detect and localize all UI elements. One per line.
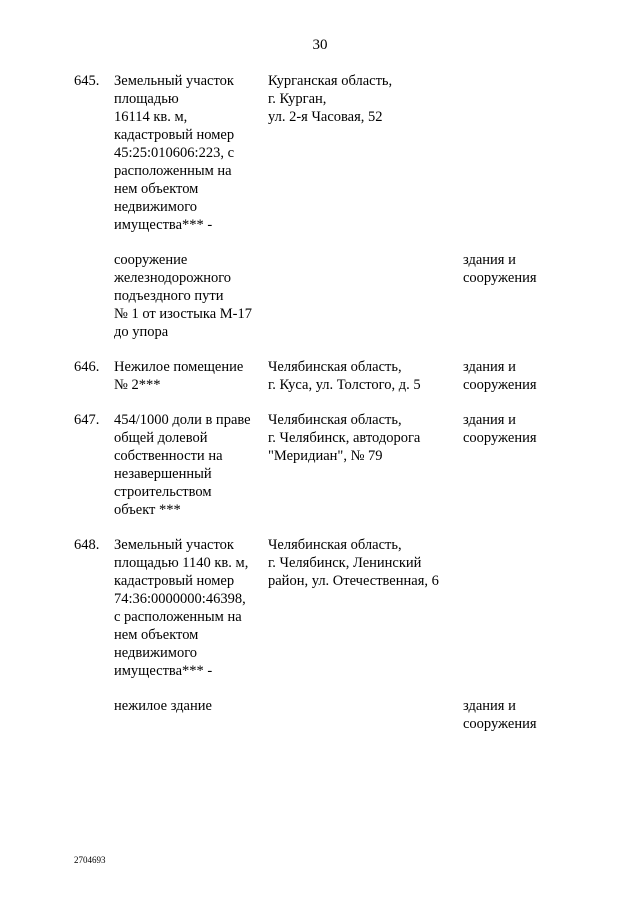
page-number: 30 <box>312 37 328 53</box>
description-line: 74:36:0000000:46398, <box>114 591 246 607</box>
description-line: кадастровый номер <box>114 573 235 589</box>
entry-description <box>114 358 268 394</box>
entry-address <box>268 411 463 465</box>
description-line: имущества*** - <box>114 217 213 233</box>
description-line: с расположенным на <box>114 609 242 625</box>
description-line: подъездного пути <box>114 288 224 304</box>
sub-description <box>114 697 268 715</box>
entry-645 <box>74 72 574 341</box>
address-line: Челябинская область, <box>268 537 402 553</box>
entry-row <box>74 536 574 680</box>
purpose-line: здания и <box>463 252 516 268</box>
entry-648 <box>74 536 574 733</box>
entry-description <box>114 536 268 680</box>
entry-address <box>268 536 463 590</box>
description-line: площадью <box>114 91 179 107</box>
description-line: площадью 1140 кв. м, <box>114 555 249 571</box>
entry-address <box>268 72 463 126</box>
entry-description <box>114 72 268 234</box>
sub-description <box>114 251 268 341</box>
address-line: Челябинская область, <box>268 412 402 428</box>
description-line: кадастровый номер <box>114 127 235 143</box>
property-list <box>74 72 574 750</box>
description-line: Земельный участок <box>114 73 234 89</box>
description-line: собственности на <box>114 448 223 464</box>
description-line: недвижимого <box>114 199 198 215</box>
purpose-line: сооружения <box>463 430 537 446</box>
entry-row <box>74 411 574 519</box>
sub-purpose <box>463 251 563 287</box>
purpose-line: сооружения <box>463 716 537 732</box>
description-line: нем объектом <box>114 627 199 643</box>
address-line: г. Куса, ул. Толстого, д. 5 <box>268 377 421 393</box>
document-code: 2704693 <box>74 855 106 865</box>
entry-647 <box>74 411 574 519</box>
description-line: имущества*** - <box>114 663 213 679</box>
address-line: г. Челябинск, Ленинский <box>268 555 422 571</box>
entry-purpose <box>463 358 563 394</box>
purpose-line: сооружения <box>463 377 537 393</box>
description-line: Нежилое помещение <box>114 359 244 375</box>
sub-purpose <box>463 697 563 733</box>
description-line: № 1 от изостыка М-17 <box>114 306 252 322</box>
entry-number: 647. <box>74 412 100 428</box>
purpose-line: сооружения <box>463 270 537 286</box>
description-line: 16114 кв. м, <box>114 109 188 125</box>
entry-address <box>268 358 463 394</box>
address-line: ул. 2-я Часовая, 52 <box>268 109 383 125</box>
description-line: нем объектом <box>114 181 199 197</box>
address-line: "Меридиан", № 79 <box>268 448 383 464</box>
entry-row <box>74 358 574 394</box>
address-line: г. Курган, <box>268 91 327 107</box>
entry-number: 646. <box>74 359 100 375</box>
entry-646 <box>74 358 574 394</box>
entry-row <box>74 72 574 234</box>
description-line: нежилое здание <box>114 698 212 714</box>
description-line: расположенным на <box>114 163 232 179</box>
description-line: до упора <box>114 324 169 340</box>
purpose-line: здания и <box>463 359 516 375</box>
entry-number: 648. <box>74 537 100 553</box>
entry-subrow <box>74 251 574 341</box>
description-line: сооружение <box>114 252 188 268</box>
description-line: № 2*** <box>114 377 161 393</box>
purpose-line: здания и <box>463 698 516 714</box>
address-line: район, ул. Отечественная, 6 <box>268 573 439 589</box>
entry-purpose <box>463 411 563 447</box>
address-line: г. Челябинск, автодорога <box>268 430 421 446</box>
entry-number: 645. <box>74 73 100 89</box>
description-line: 454/1000 доли в праве <box>114 412 251 428</box>
description-line: объект *** <box>114 502 181 518</box>
description-line: 45:25:010606:223, с <box>114 145 235 161</box>
entry-description <box>114 411 268 519</box>
address-line: Челябинская область, <box>268 359 402 375</box>
description-line: Земельный участок <box>114 537 234 553</box>
description-line: общей долевой <box>114 430 208 446</box>
address-line: Курганская область, <box>268 73 393 89</box>
entry-subrow <box>74 697 574 733</box>
purpose-line: здания и <box>463 412 516 428</box>
description-line: железнодорожного <box>114 270 232 286</box>
description-line: строительством <box>114 484 212 500</box>
description-line: незавершенный <box>114 466 212 482</box>
description-line: недвижимого <box>114 645 198 661</box>
